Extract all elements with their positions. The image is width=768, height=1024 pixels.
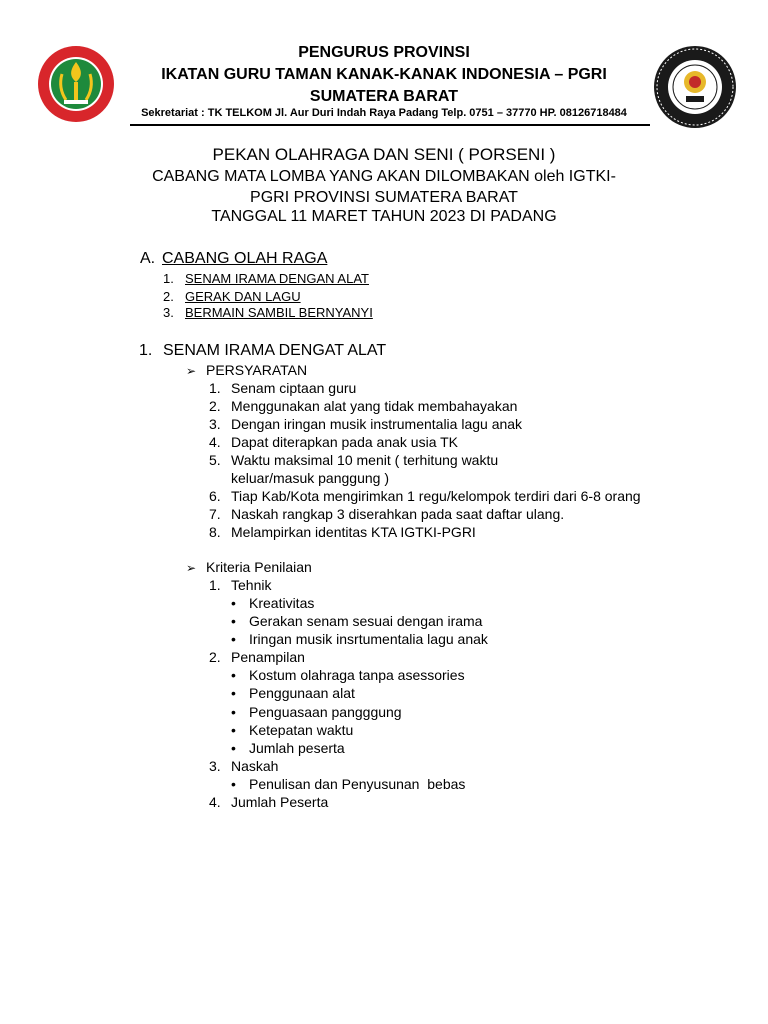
bullet-item: [231, 739, 345, 757]
list-number: 2.: [163, 289, 174, 304]
kriteria-heading: [186, 558, 312, 577]
bullet-text: Penguasaan pangggung: [249, 704, 402, 720]
persyaratan-item: [209, 415, 522, 433]
bullet-item: [231, 594, 314, 612]
list-number: 6.: [209, 488, 221, 504]
bullet-icon: •: [231, 595, 236, 611]
section-a-heading: [140, 250, 327, 268]
kriteria-item: [209, 576, 271, 594]
bullet-item: [231, 721, 353, 739]
doc-date: TANGGAL 11 MARET TAHUN 2023 DI PADANG: [211, 208, 557, 225]
persyaratan-item: [209, 487, 641, 505]
kriteria-item: [209, 648, 305, 666]
kriteria-label-text: Jumlah Peserta: [231, 794, 329, 810]
kriteria-label-text: Tehnik: [231, 577, 272, 593]
section-a-item: [163, 271, 369, 286]
kriteria-item: [209, 757, 278, 775]
list-number: 3.: [209, 416, 221, 432]
section-a-item: [163, 289, 301, 304]
list-item-text: GERAK DAN LAGU: [185, 289, 301, 304]
bullet-item: [231, 612, 482, 630]
section-a-letter: A.: [140, 250, 156, 267]
list-number: 3.: [209, 758, 221, 774]
list-number: 1.: [163, 271, 174, 286]
bullet-icon: •: [231, 667, 236, 683]
list-number: 8.: [209, 524, 221, 540]
persyaratan-item: [209, 505, 564, 523]
list-number: 4.: [209, 434, 221, 450]
section-a-title: CABANG OLAH RAGA: [162, 250, 328, 267]
letterhead-address: Sekretariat : TK TELKOM Jl. Aur Duri Indah Raya Padang Telp. 0751 – 37770 HP. 08126718484: [141, 107, 627, 119]
letterhead-line-1: PENGURUS PROVINSI: [298, 44, 470, 61]
list-item-text: Waktu maksimal 10 menit ( terhitung waktu: [231, 452, 499, 468]
list-number: 1.: [209, 577, 221, 593]
bullet-icon: •: [231, 631, 236, 647]
list-item-text: Dengan iringan musik instrumentalia lagu anak: [231, 416, 523, 432]
doc-subtitle-line-2: PGRI PROVINSI SUMATERA BARAT: [250, 189, 518, 206]
list-number: 3.: [163, 305, 174, 320]
letterhead-rule: [130, 124, 650, 126]
persyaratan-item: [209, 433, 458, 451]
section-a-item: [163, 305, 373, 320]
bullet-icon: •: [231, 722, 236, 738]
list-item-text: Naskah rangkap 3 diserahkan pada saat daftar ulang.: [231, 506, 565, 522]
list-number: 4.: [209, 794, 221, 810]
section-1-title: SENAM IRAMA DENGAT ALAT: [163, 342, 387, 359]
bullet-text: Kostum olahraga tanpa asessories: [249, 667, 465, 683]
bullet-item: [231, 684, 355, 702]
bullet-item: [231, 666, 465, 684]
bullet-icon: •: [231, 685, 236, 701]
bullet-text: Ketepatan waktu: [249, 722, 354, 738]
igtki-logo: [650, 44, 740, 130]
list-item-text: Menggunakan alat yang tidak membahayakan: [231, 398, 518, 414]
section-1-heading: [139, 342, 386, 360]
section-1-number: 1.: [139, 342, 153, 359]
list-item-text: SENAM IRAMA DENGAN ALAT: [185, 271, 369, 286]
list-number: 2.: [209, 649, 221, 665]
bullet-text: Penggunaan alat: [249, 685, 355, 701]
bullet-icon: •: [231, 776, 236, 792]
bullet-item: [231, 703, 402, 721]
persyaratan-item: [209, 523, 476, 541]
kriteria-item: [209, 793, 328, 811]
bullet-item: [231, 775, 465, 793]
arrow-bullet-icon: ➢: [186, 561, 197, 575]
bullet-icon: •: [231, 740, 236, 756]
bullet-text: Gerakan senam sesuai dengan irama: [249, 613, 483, 629]
letterhead-line-2: IKATAN GURU TAMAN KANAK-KANAK INDONESIA – PGRI: [161, 66, 607, 83]
persyaratan-label: PERSYARATAN: [206, 362, 308, 378]
list-item-text: Dapat diterapkan pada anak usia TK: [231, 434, 459, 450]
bullet-icon: •: [231, 613, 236, 629]
list-number: 7.: [209, 506, 221, 522]
list-item-text: Melampirkan identitas KTA IGTKI-PGRI: [231, 524, 476, 540]
bullet-text: Iringan musik insrtumentalia lagu anak: [249, 631, 488, 647]
doc-subtitle-line-1: CABANG MATA LOMBA YANG AKAN DILOMBAKAN oleh IGTKI-: [152, 168, 616, 185]
bullet-icon: •: [231, 704, 236, 720]
kriteria-label-text: Naskah: [231, 758, 279, 774]
persyaratan-item: [209, 451, 498, 469]
arrow-bullet-icon: ➢: [186, 364, 197, 378]
bullet-item: [231, 630, 488, 648]
bullet-text: Penulisan dan Penyusunan bebas: [249, 776, 466, 792]
persyaratan-heading: [186, 361, 307, 380]
kriteria-label: Kriteria Penilaian: [206, 559, 312, 575]
persyaratan-item-continuation: keluar/masuk panggung ): [231, 470, 389, 486]
list-item-text: BERMAIN SAMBIL BERNYANYI: [185, 305, 373, 320]
list-item-text: Senam ciptaan guru: [231, 380, 357, 396]
bullet-text: Jumlah peserta: [249, 740, 345, 756]
pgri-logo: [36, 44, 116, 124]
persyaratan-item: [209, 397, 517, 415]
list-number: 5.: [209, 452, 221, 468]
kriteria-label-text: Penampilan: [231, 649, 305, 665]
list-item-text: Tiap Kab/Kota mengirimkan 1 regu/kelompok terdiri dari 6-8 orang: [231, 488, 641, 504]
list-number: 2.: [209, 398, 221, 414]
letterhead-line-3: SUMATERA BARAT: [309, 88, 459, 105]
doc-title: PEKAN OLAHRAGA DAN SENI ( PORSENI ): [212, 145, 556, 164]
list-number: 1.: [209, 380, 221, 396]
bullet-text: Kreativitas: [249, 595, 315, 611]
persyaratan-item: [209, 379, 356, 397]
